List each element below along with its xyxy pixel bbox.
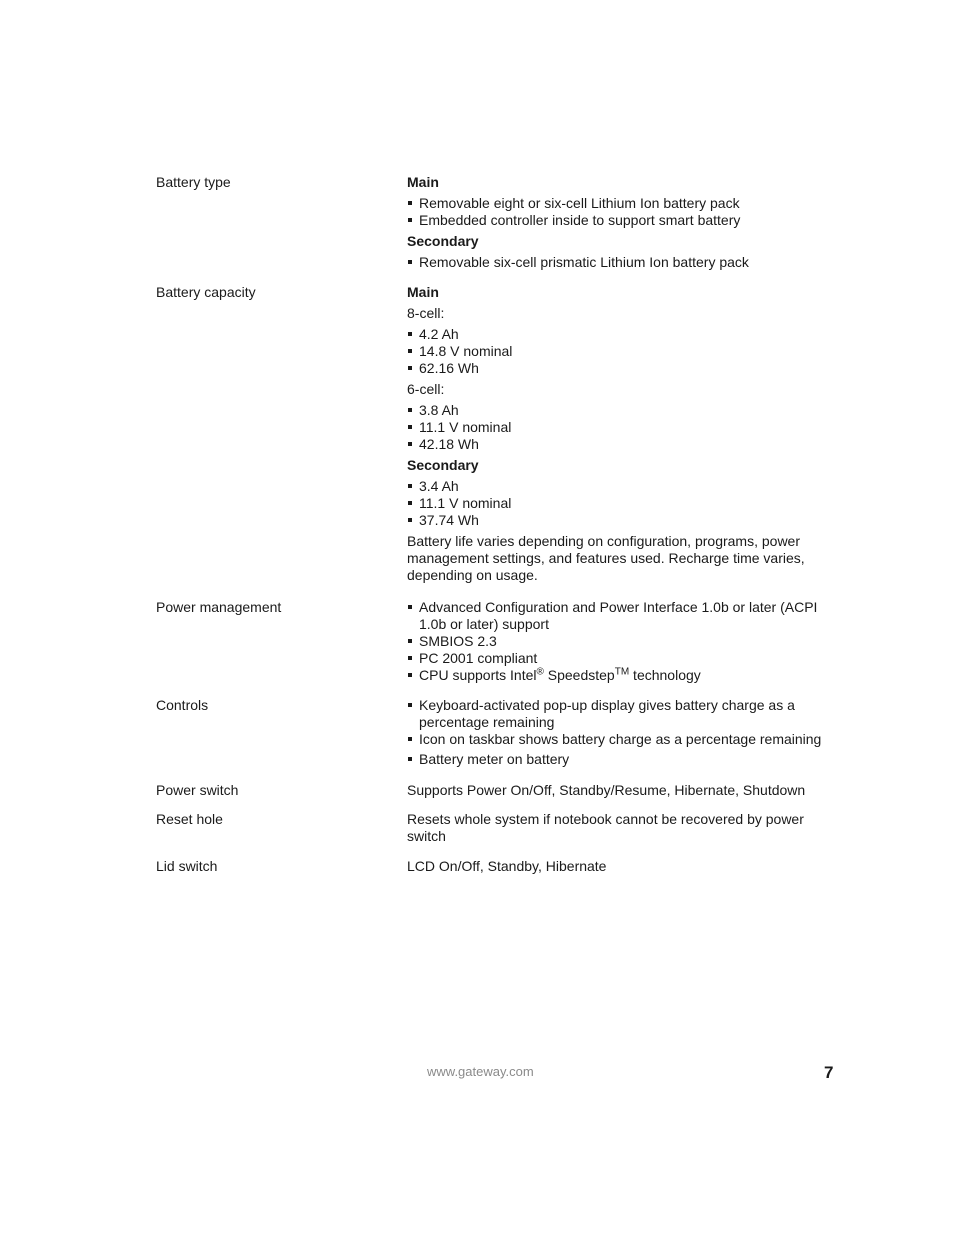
spec-value: Supports Power On/Off, Standby/Resume, Hibernate, Shutdown (407, 782, 806, 798)
spec-value (407, 599, 837, 688)
list-item: Battery meter on battery (407, 751, 837, 768)
bullet-list (407, 326, 837, 377)
cpu-text-after: technology (629, 667, 701, 683)
spec-label: Power management (156, 599, 282, 615)
list-item: Removable six-cell prismatic Lithium Ion battery pack (407, 254, 837, 271)
list-item: Removable eight or six-cell Lithium Ion battery pack (407, 195, 837, 212)
spec-label: Controls (156, 697, 209, 713)
cpu-text-middle: Speedstep (543, 667, 615, 683)
footer-url[interactable]: www.gateway.com (427, 1064, 534, 1079)
list-item: SMBIOS 2.3 (407, 633, 837, 650)
eight-cell-label: 8-cell: (407, 305, 445, 321)
list-item: 14.8 V nominal (407, 343, 837, 360)
list-item: 3.4 Ah (407, 478, 837, 495)
list-item: Advanced Configuration and Power Interface 1.0b or later (ACPI 1.0b or later) support (407, 599, 837, 633)
list-item: 4.2 Ah (407, 326, 837, 343)
secondary-heading: Secondary (407, 457, 479, 473)
bullet-list (407, 254, 837, 271)
list-item: Icon on taskbar shows battery charge as a percentage remaining (407, 731, 837, 748)
battery-life-note: Battery life varies depending on configuration, programs, power management settings, and features used. Recharge time varies, depending on usage. (407, 533, 805, 583)
spec-value: Resets whole system if notebook cannot be recovered by power switch (407, 811, 804, 844)
list-item: 37.74 Wh (407, 512, 837, 529)
spec-value (407, 284, 837, 588)
cpu-text-before: CPU supports Intel (419, 667, 537, 683)
spec-value (407, 697, 837, 772)
list-item: 3.8 Ah (407, 402, 837, 419)
list-item: Keyboard-activated pop-up display gives battery charge as a percentage remaining (407, 697, 837, 731)
list-item: 42.18 Wh (407, 436, 837, 453)
list-item: 11.1 V nominal (407, 495, 837, 512)
spec-label: Power switch (156, 782, 239, 798)
spec-label: Lid switch (156, 858, 218, 874)
spec-value (407, 174, 837, 275)
list-item: 62.16 Wh (407, 360, 837, 377)
bullet-list (407, 599, 837, 684)
registered-mark: ® (536, 666, 544, 678)
spec-value: LCD On/Off, Standby, Hibernate (407, 858, 607, 874)
bullet-list (407, 402, 837, 453)
bullet-list (407, 195, 837, 229)
trademark-mark: TM (614, 666, 630, 678)
secondary-heading: Secondary (407, 233, 479, 249)
main-heading: Main (407, 284, 439, 300)
list-item: PC 2001 compliant (407, 650, 837, 667)
page-number: 7 (824, 1063, 834, 1082)
bullet-list (407, 697, 837, 768)
main-heading: Main (407, 174, 439, 190)
spec-label: Battery capacity (156, 284, 256, 300)
list-item: 11.1 V nominal (407, 419, 837, 436)
list-item-cpu (407, 667, 837, 684)
bullet-list (407, 478, 837, 529)
spec-label: Battery type (156, 174, 231, 190)
six-cell-label: 6-cell: (407, 381, 445, 397)
spec-label: Reset hole (156, 811, 223, 827)
list-item: Embedded controller inside to support smart battery (407, 212, 837, 229)
